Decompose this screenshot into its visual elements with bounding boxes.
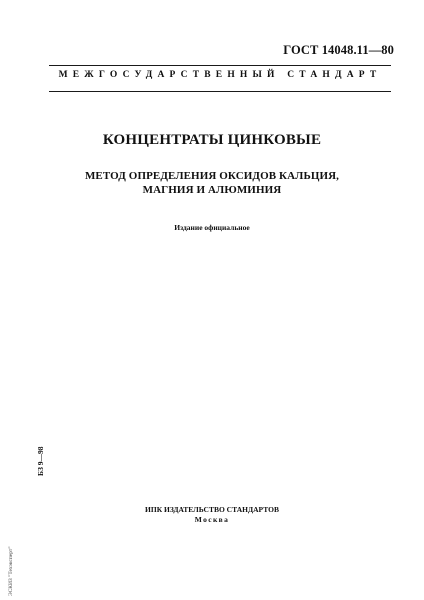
edition-label: Издание официальное <box>174 223 250 232</box>
publisher-name: ИПК ИЗДАТЕЛЬСТВО СТАНДАРТОВ <box>145 505 279 514</box>
standard-code: ГОСТ 14048.11—80 <box>283 43 394 57</box>
subtitle-line-2: МАГНИЯ И АЛЮМИНИЯ <box>142 184 282 196</box>
publisher-block <box>0 505 424 525</box>
subtitle-line-1: МЕТОД ОПРЕДЕЛЕНИЯ ОКСИДОВ КАЛЬЦИЯ, <box>84 170 340 182</box>
document-subtitle <box>0 169 424 197</box>
top-rule <box>49 65 391 66</box>
standard-type-banner: МЕЖГОСУДАРСТВЕННЫЙ СТАНДАРТ <box>58 70 382 80</box>
bottom-rule <box>49 91 391 92</box>
publisher-city: Москва <box>194 515 230 524</box>
watermark-text: ЭСКИЗ "Техэксперт" <box>8 546 14 596</box>
catalog-code: БЗ 9—98 <box>36 446 45 476</box>
document-title: КОНЦЕНТРАТЫ ЦИНКОВЫЕ <box>102 132 322 148</box>
